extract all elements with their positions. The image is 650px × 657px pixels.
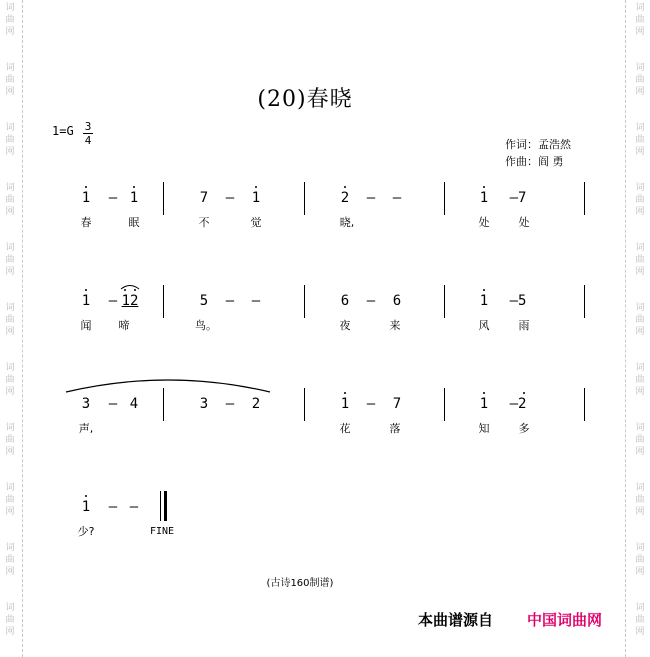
score-maker-note: (古诗160制谱): [266, 578, 334, 589]
time-signature: [83, 120, 93, 147]
note: 5: [199, 293, 209, 309]
final-barline-thick: [164, 491, 167, 521]
watermark-text: 词曲网: [5, 423, 15, 457]
lyric: 春: [80, 216, 92, 229]
note: –: [225, 293, 235, 309]
composer-credit: 作曲：阎 勇: [505, 155, 564, 168]
lyric: 少?: [77, 525, 95, 538]
lyric: 眠: [128, 216, 140, 229]
barline: [163, 388, 164, 421]
note: 2: [340, 190, 350, 206]
high-octave-dot: [133, 186, 135, 188]
high-octave-dot: [483, 289, 485, 291]
note: –: [366, 190, 376, 206]
note: 2: [251, 396, 261, 412]
note: 1: [81, 190, 91, 206]
lyric: 声,: [78, 422, 94, 435]
high-octave-dot: [483, 392, 485, 394]
watermark-text: 词曲网: [635, 603, 645, 637]
note: 12: [121, 293, 139, 309]
watermark-text: 词曲网: [5, 303, 15, 337]
watermark-text: 词曲网: [635, 483, 645, 517]
note: 1: [129, 190, 139, 206]
note: –7: [509, 190, 527, 206]
watermark-text: 词曲网: [635, 243, 645, 277]
note: 1: [81, 293, 91, 309]
song-title: (20)春晓: [257, 87, 353, 112]
lyric: 啼: [118, 319, 130, 332]
high-octave-dot: [344, 186, 346, 188]
note: 3: [81, 396, 91, 412]
note: –: [366, 293, 376, 309]
note: 1: [479, 190, 489, 206]
barline: [584, 285, 585, 318]
note: 6: [392, 293, 402, 309]
time-signature-bottom: 4: [84, 134, 92, 147]
note: 1: [479, 293, 489, 309]
key-signature: 1=G: [52, 124, 74, 138]
barline: [584, 388, 585, 421]
high-octave-dot: [255, 186, 257, 188]
barline: [163, 285, 164, 318]
lyric: 雨: [518, 319, 530, 332]
lyric: 鸟。: [195, 319, 217, 332]
note: –: [108, 190, 118, 206]
barline: [444, 285, 445, 318]
watermark-text: 词曲网: [635, 543, 645, 577]
watermark-text: 词曲网: [5, 123, 15, 157]
high-octave-dot: [523, 392, 525, 394]
high-octave-dot: [85, 289, 87, 291]
watermark-text: 词曲网: [635, 63, 645, 97]
watermark-text: 词曲网: [635, 3, 645, 37]
right-margin-line: [625, 0, 626, 657]
note: –: [108, 396, 118, 412]
note: 1: [251, 190, 261, 206]
watermark-text: 词曲网: [5, 603, 15, 637]
lyric: 晓,: [339, 216, 355, 229]
high-octave-dot: [483, 186, 485, 188]
source-prefix: 本曲谱源自: [418, 611, 494, 629]
watermark-text: 词曲网: [635, 303, 645, 337]
lyric: 来: [389, 319, 401, 332]
note: –5: [509, 293, 527, 309]
lyric: 知: [478, 422, 490, 435]
note: 1: [340, 396, 350, 412]
barline: [444, 182, 445, 215]
note: –2: [509, 396, 527, 412]
lyric: 闻: [80, 319, 92, 332]
barline: [304, 285, 305, 318]
note: 1: [81, 499, 91, 515]
high-octave-dot: [85, 186, 87, 188]
watermark-text: 词曲网: [5, 183, 15, 217]
note: –: [129, 499, 139, 515]
source-site-link[interactable]: 中国词曲网: [527, 611, 603, 629]
lyric: 觉: [250, 216, 262, 229]
right-watermark: [633, 0, 647, 657]
watermark-text: 词曲网: [5, 363, 15, 397]
note: 3: [199, 396, 209, 412]
lyric: 落: [389, 422, 401, 435]
barline: [444, 388, 445, 421]
watermark-text: 词曲网: [5, 543, 15, 577]
lyricist-credit: 作词：孟浩然: [505, 138, 571, 151]
lyric: 花: [339, 422, 351, 435]
lyric: 不: [198, 216, 210, 229]
time-signature-top: 3: [84, 120, 92, 133]
barline: [304, 388, 305, 421]
watermark-text: 词曲网: [635, 183, 645, 217]
note: –: [108, 499, 118, 515]
lyric: 夜: [339, 319, 351, 332]
watermark-text: 词曲网: [5, 63, 15, 97]
high-octave-dot: [85, 495, 87, 497]
lyric: 风: [478, 319, 490, 332]
barline: [584, 182, 585, 215]
watermark-text: 词曲网: [635, 363, 645, 397]
note: –: [108, 293, 118, 309]
note: 6: [340, 293, 350, 309]
note: –: [366, 396, 376, 412]
note: –: [251, 293, 261, 309]
lyric: 处: [478, 216, 490, 229]
barline: [304, 182, 305, 215]
lyric: 处: [518, 216, 530, 229]
lyric: 多: [518, 422, 530, 435]
watermark-text: 词曲网: [5, 3, 15, 37]
barline: [163, 182, 164, 215]
watermark-text: 词曲网: [635, 123, 645, 157]
note: –: [225, 396, 235, 412]
high-octave-dot: [344, 392, 346, 394]
slur-mark: [120, 284, 140, 290]
note: 7: [392, 396, 402, 412]
note: –: [225, 190, 235, 206]
watermark-text: 词曲网: [5, 483, 15, 517]
watermark-text: 词曲网: [5, 243, 15, 277]
note: 4: [129, 396, 139, 412]
tie-arc: [64, 374, 272, 394]
note: 1: [479, 396, 489, 412]
watermark-text: 词曲网: [635, 423, 645, 457]
note: 7: [199, 190, 209, 206]
final-barline-thin: [160, 491, 161, 521]
note: –: [392, 190, 402, 206]
fine-mark: FINE: [150, 526, 175, 537]
